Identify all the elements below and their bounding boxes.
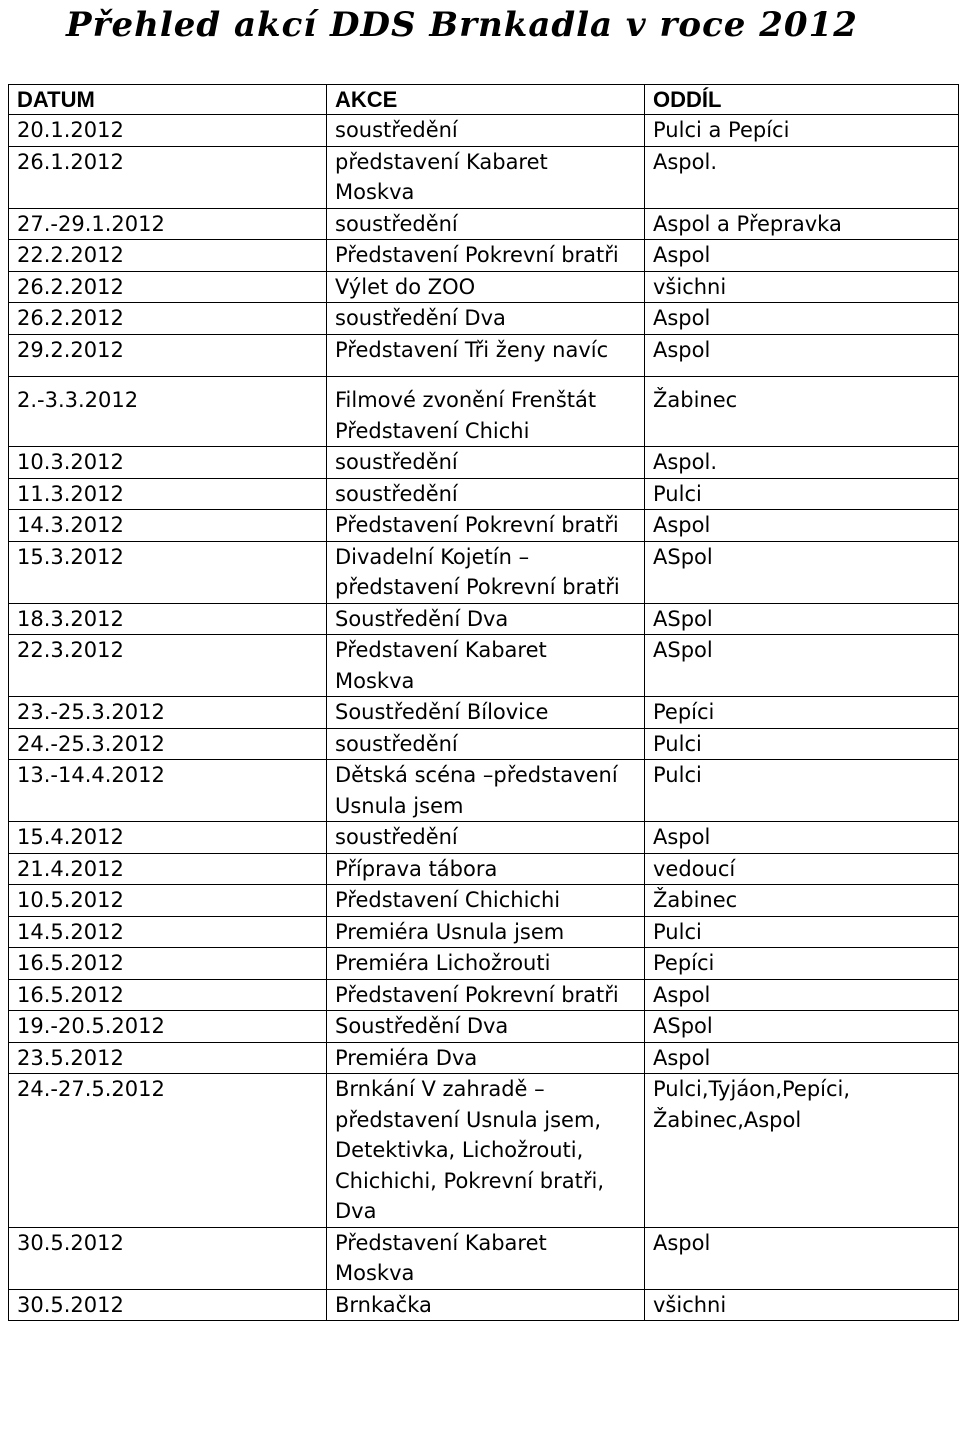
cell-oddil: Aspol. bbox=[645, 447, 959, 479]
cell-akce: soustředění bbox=[327, 478, 645, 510]
cell-oddil: Žabinec bbox=[645, 377, 959, 447]
table-row bbox=[9, 146, 959, 208]
cell-akce: představení Kabaret Moskva bbox=[327, 146, 645, 208]
cell-akce: Představení Pokrevní bratři bbox=[327, 510, 645, 542]
cell-oddil: Aspol bbox=[645, 240, 959, 272]
cell-akce: Premiéra Dva bbox=[327, 1042, 645, 1074]
cell-akce: Představení Pokrevní bratři bbox=[327, 979, 645, 1011]
cell-date: 26.1.2012 bbox=[9, 146, 327, 208]
cell-date: 30.5.2012 bbox=[9, 1289, 327, 1321]
cell-date: 16.5.2012 bbox=[9, 948, 327, 980]
table-row bbox=[9, 885, 959, 917]
cell-date: 24.-27.5.2012 bbox=[9, 1074, 327, 1228]
cell-oddil: ASpol bbox=[645, 603, 959, 635]
cell-oddil: Aspol a Přepravka bbox=[645, 208, 959, 240]
table-row bbox=[9, 303, 959, 335]
table-row bbox=[9, 208, 959, 240]
table-row bbox=[9, 1289, 959, 1321]
cell-date: 27.-29.1.2012 bbox=[9, 208, 327, 240]
cell-oddil: Pulci bbox=[645, 916, 959, 948]
table-row bbox=[9, 822, 959, 854]
cell-date: 2.-3.3.2012 bbox=[9, 377, 327, 447]
table-row bbox=[9, 115, 959, 147]
cell-date: 24.-25.3.2012 bbox=[9, 728, 327, 760]
table-row bbox=[9, 377, 959, 447]
cell-akce: soustředění bbox=[327, 447, 645, 479]
cell-oddil: Aspol. bbox=[645, 146, 959, 208]
table-row bbox=[9, 1074, 959, 1228]
table-row bbox=[9, 478, 959, 510]
cell-date: 10.5.2012 bbox=[9, 885, 327, 917]
header-oddil: ODDÍL bbox=[645, 85, 959, 115]
cell-date: 20.1.2012 bbox=[9, 115, 327, 147]
table-row bbox=[9, 916, 959, 948]
cell-akce: Premiéra Usnula jsem bbox=[327, 916, 645, 948]
cell-date: 16.5.2012 bbox=[9, 979, 327, 1011]
cell-date: 19.-20.5.2012 bbox=[9, 1011, 327, 1043]
cell-akce: Dětská scéna –představení Usnula jsem bbox=[327, 760, 645, 822]
cell-date: 14.5.2012 bbox=[9, 916, 327, 948]
cell-oddil: Aspol bbox=[645, 979, 959, 1011]
cell-date: 21.4.2012 bbox=[9, 853, 327, 885]
cell-date: 26.2.2012 bbox=[9, 271, 327, 303]
cell-date: 13.-14.4.2012 bbox=[9, 760, 327, 822]
cell-oddil: všichni bbox=[645, 271, 959, 303]
cell-akce: Soustředění Dva bbox=[327, 603, 645, 635]
cell-oddil: ASpol bbox=[645, 635, 959, 697]
cell-date: 18.3.2012 bbox=[9, 603, 327, 635]
table-row bbox=[9, 271, 959, 303]
cell-oddil: vedoucí bbox=[645, 853, 959, 885]
cell-akce: soustředění bbox=[327, 822, 645, 854]
cell-date: 30.5.2012 bbox=[9, 1227, 327, 1289]
cell-date: 22.3.2012 bbox=[9, 635, 327, 697]
cell-akce: soustředění bbox=[327, 728, 645, 760]
cell-oddil: Aspol bbox=[645, 1227, 959, 1289]
cell-oddil: Aspol bbox=[645, 1042, 959, 1074]
cell-date: 10.3.2012 bbox=[9, 447, 327, 479]
cell-akce: Brnkání V zahradě – představení Usnula jsem, Detektivka, Lichožrouti, Chichichi, Pokrevní bratři, Dva bbox=[327, 1074, 645, 1228]
cell-oddil: Pulci bbox=[645, 760, 959, 822]
cell-date: 15.4.2012 bbox=[9, 822, 327, 854]
table-row bbox=[9, 635, 959, 697]
cell-date: 23.5.2012 bbox=[9, 1042, 327, 1074]
cell-date: 11.3.2012 bbox=[9, 478, 327, 510]
table-row bbox=[9, 948, 959, 980]
cell-akce: Premiéra Lichožrouti bbox=[327, 948, 645, 980]
cell-oddil: ASpol bbox=[645, 541, 959, 603]
cell-akce: Příprava tábora bbox=[327, 853, 645, 885]
table-row bbox=[9, 1011, 959, 1043]
cell-akce: Výlet do ZOO bbox=[327, 271, 645, 303]
table-row bbox=[9, 760, 959, 822]
table-row bbox=[9, 979, 959, 1011]
cell-oddil: Pulci,Tyjáon,Pepíci, Žabinec,Aspol bbox=[645, 1074, 959, 1228]
cell-date: 29.2.2012 bbox=[9, 334, 327, 377]
page-title: Přehled akcí DDS Brnkadla v roce 2012 bbox=[66, 5, 858, 45]
cell-oddil: Aspol bbox=[645, 303, 959, 335]
cell-akce: soustředění bbox=[327, 208, 645, 240]
cell-akce: soustředění Dva bbox=[327, 303, 645, 335]
header-datum: DATUM bbox=[9, 85, 327, 115]
cell-oddil: Aspol bbox=[645, 510, 959, 542]
table-row bbox=[9, 697, 959, 729]
cell-oddil: Aspol bbox=[645, 822, 959, 854]
cell-date: 22.2.2012 bbox=[9, 240, 327, 272]
cell-oddil: ASpol bbox=[645, 1011, 959, 1043]
cell-akce: Filmové zvonění Frenštát Představení Chichi bbox=[327, 377, 645, 447]
table-row bbox=[9, 1227, 959, 1289]
table-row bbox=[9, 240, 959, 272]
cell-akce: soustředění bbox=[327, 115, 645, 147]
cell-akce: Představení Pokrevní bratři bbox=[327, 240, 645, 272]
table-row bbox=[9, 541, 959, 603]
cell-akce: Představení Kabaret Moskva bbox=[327, 1227, 645, 1289]
cell-date: 23.-25.3.2012 bbox=[9, 697, 327, 729]
cell-akce: Soustředění Bílovice bbox=[327, 697, 645, 729]
cell-date: 26.2.2012 bbox=[9, 303, 327, 335]
cell-akce: Brnkačka bbox=[327, 1289, 645, 1321]
events-table bbox=[8, 84, 959, 1321]
cell-oddil: Pulci bbox=[645, 728, 959, 760]
cell-oddil: Pulci a Pepíci bbox=[645, 115, 959, 147]
cell-akce: Soustředění Dva bbox=[327, 1011, 645, 1043]
cell-oddil: Pulci bbox=[645, 478, 959, 510]
cell-oddil: Pepíci bbox=[645, 948, 959, 980]
cell-oddil: Pepíci bbox=[645, 697, 959, 729]
cell-oddil: Aspol bbox=[645, 334, 959, 377]
header-akce: AKCE bbox=[327, 85, 645, 115]
cell-date: 14.3.2012 bbox=[9, 510, 327, 542]
table-row bbox=[9, 728, 959, 760]
header-row bbox=[9, 85, 959, 115]
table-row bbox=[9, 334, 959, 377]
table-row bbox=[9, 447, 959, 479]
table-row bbox=[9, 853, 959, 885]
cell-akce: Představení Chichichi bbox=[327, 885, 645, 917]
cell-date: 15.3.2012 bbox=[9, 541, 327, 603]
cell-oddil: všichni bbox=[645, 1289, 959, 1321]
cell-akce: Představení Kabaret Moskva bbox=[327, 635, 645, 697]
cell-oddil: Žabinec bbox=[645, 885, 959, 917]
table-row bbox=[9, 510, 959, 542]
table-row bbox=[9, 603, 959, 635]
table-row bbox=[9, 1042, 959, 1074]
cell-akce: Divadelní Kojetín – představení Pokrevní bratři bbox=[327, 541, 645, 603]
cell-akce: Představení Tři ženy navíc bbox=[327, 334, 645, 377]
